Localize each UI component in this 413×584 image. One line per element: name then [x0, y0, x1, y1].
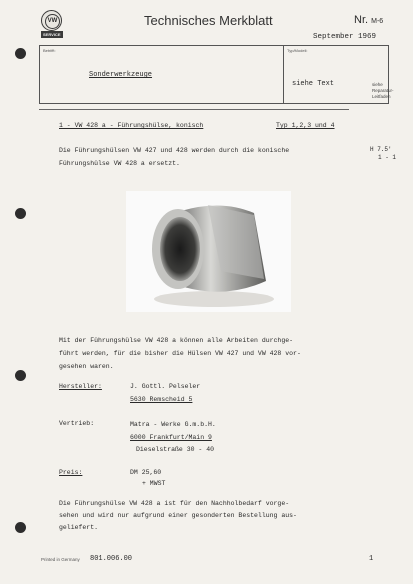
tool-photo	[126, 191, 291, 312]
frame-divider	[283, 46, 284, 103]
doc-number: 801.006.00	[90, 555, 133, 563]
vertrieb-city: 6000 Frankfurt/Main 9	[130, 434, 212, 441]
closing-line: sehen und wird nur aufgrund einer gesonderten Bestellung aus-	[59, 512, 297, 519]
closing-line: Die Führungshülse VW 428 a ist für den Nachholbedarf vorge-	[59, 500, 290, 507]
vertrieb-label: Vertrieb:	[59, 420, 95, 427]
vertrieb-name: Matra - Werke G.m.b.H.	[130, 421, 216, 428]
hersteller-address: 5630 Remscheid 5	[130, 396, 193, 403]
logo-sub: SERVICE	[43, 32, 61, 37]
body-line: Mit der Führungshülse VW 428 a können alle Arbeiten durchge-	[59, 337, 294, 344]
margin-reference	[370, 146, 396, 162]
punch-hole	[15, 48, 26, 59]
nr-label: Nr.	[354, 14, 369, 26]
section-heading: 1 - VW 428 a - Führungshülse, konisch	[59, 122, 204, 129]
betrifft-value: Sonderwerkzeuge	[89, 71, 153, 79]
margin-ref-line: H 7.5'	[370, 146, 392, 153]
betrifft-label: Betrifft:	[43, 48, 56, 53]
document-title: Technisches Merkblatt	[144, 13, 273, 28]
punch-hole	[15, 208, 26, 219]
side-note-line: siehe	[372, 82, 383, 87]
logo-text: VW	[45, 14, 60, 29]
body-line: gesehen waren.	[59, 363, 114, 370]
side-note-line: Leitfaden	[372, 94, 391, 99]
body-line: führt werden, für die bisher die Hülsen VW 427 und VW 428 vor-	[59, 350, 301, 357]
sleeve-image	[126, 191, 291, 312]
intro-line: Die Führungshülsen VW 427 und 428 werden durch die konische	[59, 147, 290, 154]
hersteller-label: Hersteller:	[59, 383, 102, 390]
intro-line: Führungshülse VW 428 a ersetzt.	[59, 160, 180, 167]
side-note	[372, 82, 394, 100]
vertrieb-street: Dieselstraße 30 - 40	[136, 446, 215, 453]
section-rule	[39, 109, 349, 110]
document-date: September 1969	[313, 33, 377, 41]
typ-label: Typ/Modell:	[287, 48, 308, 53]
preis-label: Preis:	[59, 469, 83, 476]
vw-logo-icon	[41, 10, 62, 31]
hersteller-name: J. Gottl. Pelseler	[130, 383, 201, 390]
nr-value: M-6	[371, 18, 384, 25]
subject-frame	[39, 45, 389, 104]
closing-line: geliefert.	[59, 524, 99, 531]
margin-ref-line: 1 - 1	[378, 154, 397, 161]
preis-value: DM 25,60	[130, 469, 162, 476]
preis-tax: + MWST	[142, 480, 166, 487]
page-number: 1	[369, 555, 374, 563]
typ-value: siehe Text	[292, 80, 335, 88]
document-number	[354, 14, 383, 26]
section-applicability: Typ 1,2,3 und 4	[276, 122, 335, 129]
punch-hole	[15, 522, 26, 533]
printed-label: Printed in Germany	[41, 557, 80, 562]
punch-hole	[15, 370, 26, 381]
side-note-line: Reparatur-	[372, 88, 394, 93]
